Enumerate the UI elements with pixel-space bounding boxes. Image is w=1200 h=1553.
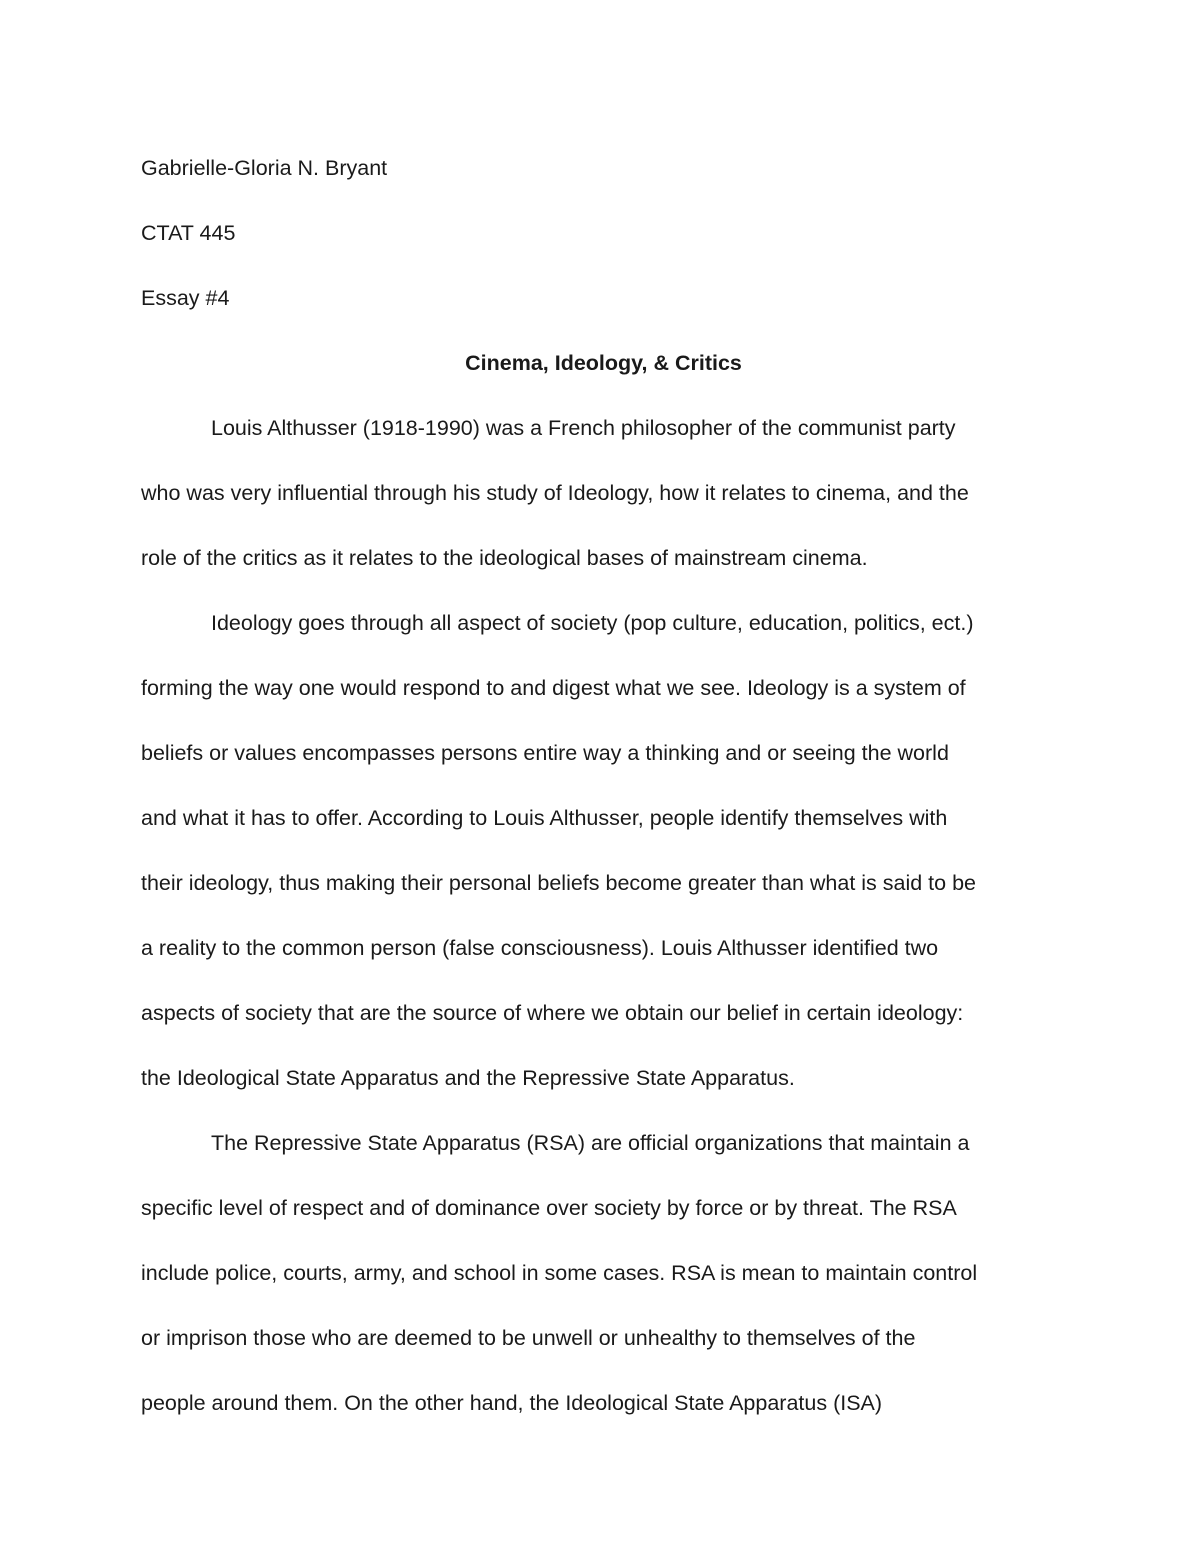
paragraph-line: their ideology, thus making their personal beliefs become greater than what is said to be bbox=[141, 871, 976, 895]
paragraph-1 bbox=[141, 396, 1066, 591]
paragraph-line: beliefs or values encompasses persons entire way a thinking and or seeing the world bbox=[141, 741, 949, 765]
course-code: CTAT 445 bbox=[141, 221, 236, 245]
author-name: Gabrielle-Gloria N. Bryant bbox=[141, 156, 388, 180]
paragraph-3 bbox=[141, 1111, 1066, 1436]
paragraph-line: specific level of respect and of dominance over society by force or by threat. The RSA bbox=[141, 1196, 957, 1220]
paragraph-line: who was very influential through his study of Ideology, how it relates to cinema, and the bbox=[141, 481, 969, 505]
paragraph-line: or imprison those who are deemed to be unwell or unhealthy to themselves of the bbox=[141, 1326, 916, 1350]
paragraph-line: include police, courts, army, and school in some cases. RSA is mean to maintain control bbox=[141, 1261, 978, 1285]
paragraph-line: forming the way one would respond to and digest what we see. Ideology is a system of bbox=[141, 676, 966, 700]
essay-title: Cinema, Ideology, & Critics bbox=[465, 351, 742, 375]
paragraph-line: a reality to the common person (false consciousness). Louis Althusser identified two bbox=[141, 936, 939, 960]
assignment-label: Essay #4 bbox=[141, 286, 230, 310]
essay-body bbox=[141, 136, 1066, 1436]
paragraph-line: role of the critics as it relates to the ideological bases of mainstream cinema. bbox=[141, 546, 868, 570]
paragraph-line: the Ideological State Apparatus and the Repressive State Apparatus. bbox=[141, 1066, 795, 1090]
paragraph-line: aspects of society that are the source of where we obtain our belief in certain ideology: bbox=[141, 1001, 964, 1025]
paragraph-line: and what it has to offer. According to Louis Althusser, people identify themselves with bbox=[141, 806, 948, 830]
paragraph-line: Ideology goes through all aspect of society (pop culture, education, politics, ect.) bbox=[211, 611, 974, 635]
paragraph-line: people around them. On the other hand, the Ideological State Apparatus (ISA) bbox=[141, 1391, 883, 1415]
paragraph-line: The Repressive State Apparatus (RSA) are official organizations that maintain a bbox=[211, 1131, 970, 1155]
paragraph-2 bbox=[141, 591, 1066, 1111]
paragraph-line: Louis Althusser (1918-1990) was a French philosopher of the communist party bbox=[211, 416, 956, 440]
